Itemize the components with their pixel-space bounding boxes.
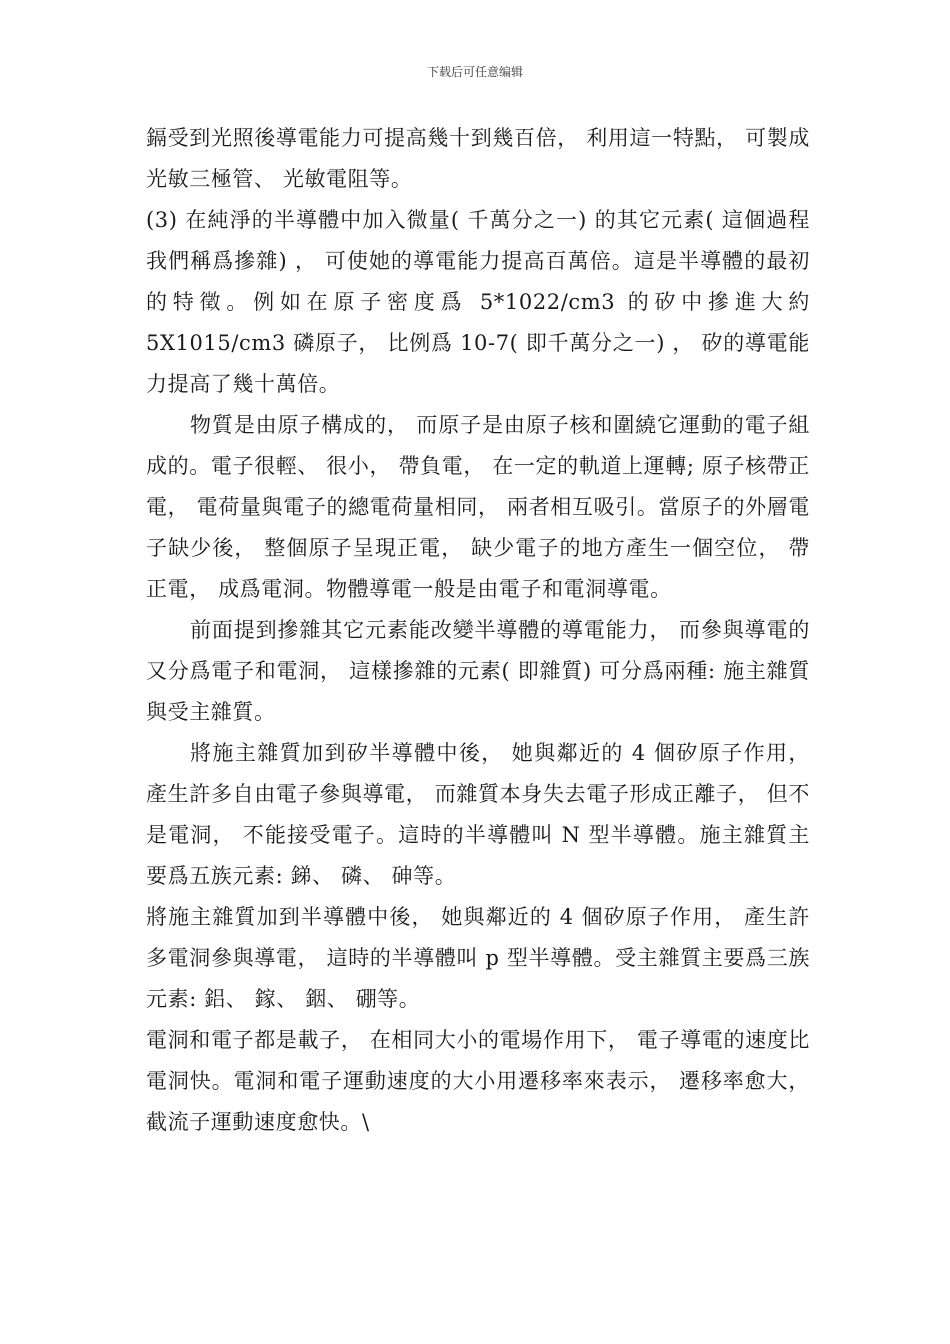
paragraph-p-type: 將施主雜質加到半導體中後， 她與鄰近的 4 個矽原子作用， 產生許多電洞參與導電， 這時的半導體叫 p 型半導體。受主雜質主要爲三族元素: 鋁、 鎵、 銦、 硼等。 [146,905,810,1011]
paragraph-carrier-mobility: 電洞和電子都是載子， 在相同大小的電場作用下， 電子導電的速度比電洞快。電洞和電子運動速度的大小用遷移率來表示， 遷移率愈大， 截流子運動速度愈快。\ [146,1028,818,1134]
document-body [146,118,818,1143]
paragraph-impurity-types: 前面提到摻雜其它元素能改變半導體的導電能力， 而參與導電的又分爲電子和電洞， 這樣摻雜的元素( 即雜質) 可分爲兩種: 施主雜質與受主雜質。 [146,618,810,724]
page-header: 下载后可任意编辑 [426,65,523,79]
paragraph-electrons-holes: 物質是由原子構成的， 而原子是由原子核和圍繞它運動的電子組成的。電子很輕、 很小， 帶負電， 在一定的軌道上運轉; 原子核帶正電， 電荷量與電子的總電荷量相同， 兩者相互吸引。當原子的外層電子缺少後， 整個原子呈現正電， 缺少電子的地方產生一個空位， 帶正電， 成爲電洞。物體導電一般是由電子和電洞導電。 [146,413,810,601]
paragraph-cadmium-photoconductivity: 鎘受到光照後導電能力可提高幾十到幾百倍， 利用這一特點， 可製成光敏三極管、 光敏電阻等。 [146,126,810,191]
paragraph-doping: (3) 在純淨的半導體中加入微量( 千萬分之一) 的其它元素( 這個過程我們稱爲摻雜) ， 可使她的導電能力提高百萬倍。這是半導體的最初的特徵。例如在原子密度爲 5*1022/cm3 的矽中摻進大約 5X1015/cm3 磷原子， 比例爲 10-7( 即千萬分之一) ， 矽的導電能力提高了幾十萬倍。 [146,208,818,396]
paragraph-n-type: 將施主雜質加到矽半導體中後， 她與鄰近的 4 個矽原子作用， 產生許多自由電子參與導電， 而雜質本身失去電子形成正離子， 但不是電洞， 不能接受電子。這時的半導體叫 N 型半導體。施主雜質主要爲五族元素: 銻、 磷、 砷等。 [146,741,818,888]
